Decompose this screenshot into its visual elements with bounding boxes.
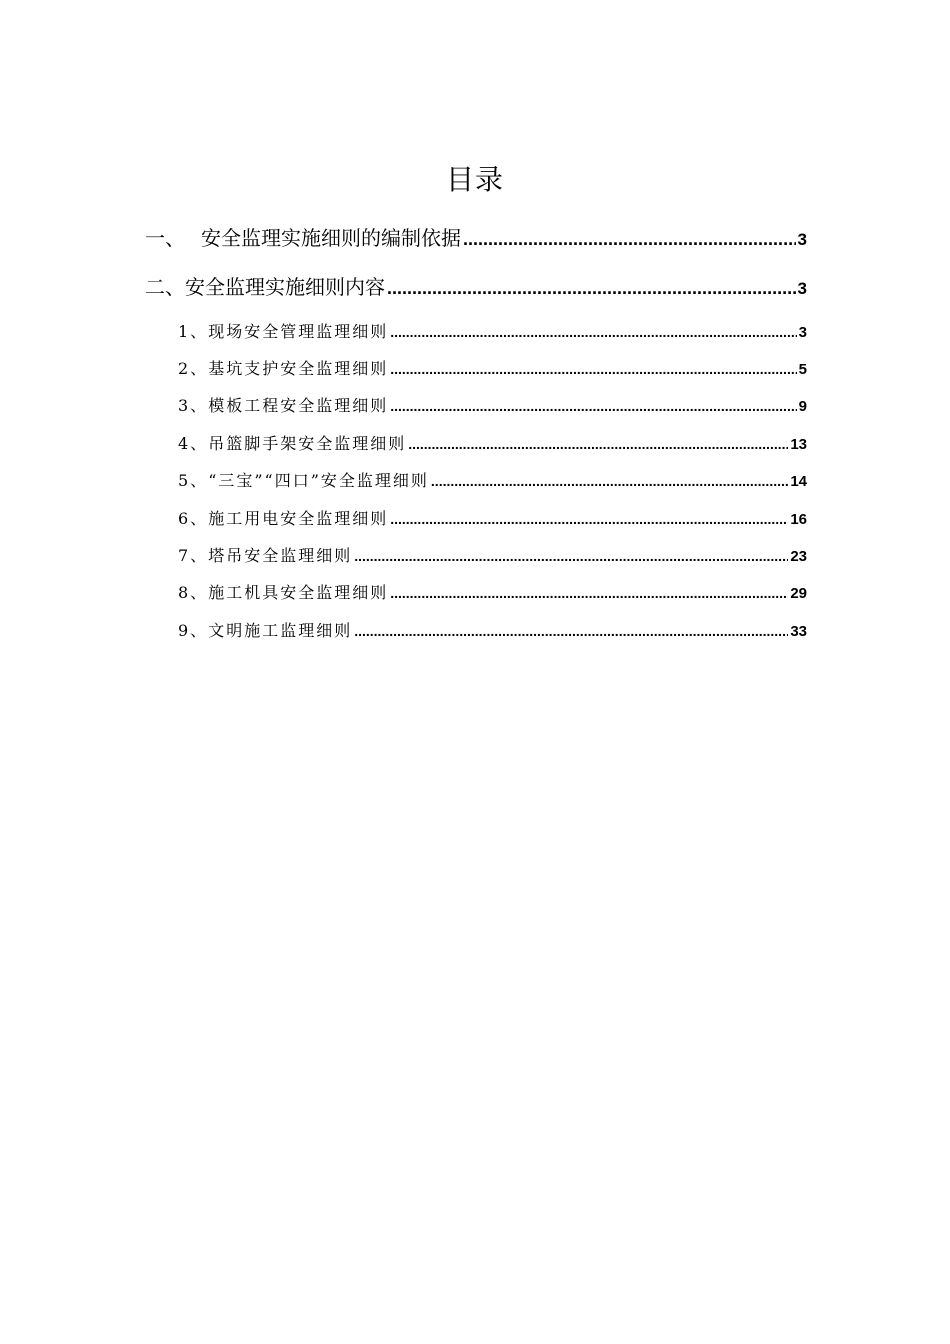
toc-page-number: 13 — [790, 436, 807, 453]
toc-entry-number: 2、 — [178, 359, 209, 378]
toc-dot-leader — [387, 274, 796, 302]
toc-entry-label: 基坑支护安全监理细则 — [208, 359, 389, 378]
toc-entry-subsection-8[interactable] — [178, 582, 807, 605]
toc-entry-section-1[interactable] — [145, 224, 807, 254]
toc-dot-leader — [390, 508, 788, 530]
toc-entry-subsection-9[interactable] — [178, 620, 807, 643]
toc-dot-leader — [390, 395, 796, 417]
toc-entry-subsection-1[interactable] — [178, 321, 807, 344]
toc-entry-number: 8、 — [178, 583, 209, 602]
toc-entry-subsection-7[interactable] — [178, 545, 807, 568]
toc-entry-label: 塔吊安全监理细则 — [208, 546, 353, 565]
toc-entry-label: 模板工程安全监理细则 — [208, 396, 389, 415]
toc-entry-subsection-3[interactable] — [178, 395, 807, 418]
toc-dot-leader — [431, 470, 788, 492]
toc-entry-number: 9、 — [178, 621, 209, 640]
toc-page-number: 3 — [797, 230, 807, 249]
toc-entry-number: 二、 — [145, 275, 185, 299]
toc-entry-section-2[interactable] — [145, 273, 807, 303]
toc-entry-subsection-4[interactable] — [178, 433, 807, 456]
toc-entry-label: 安全监理实施细则内容 — [185, 275, 385, 299]
toc-entry-number: 5、 — [178, 471, 209, 490]
toc-dot-leader — [408, 433, 788, 455]
toc-entry-number: 6、 — [178, 509, 209, 528]
toc-entry-number: 一、 — [145, 226, 185, 250]
toc-entry-number: 7、 — [178, 546, 209, 565]
toc-dot-leader — [390, 321, 796, 343]
toc-dot-leader — [390, 582, 788, 604]
toc-entry-number: 3、 — [178, 396, 209, 415]
toc-entry-label: “三宝”“四口”安全监理细则 — [208, 471, 429, 490]
toc-dot-leader — [463, 225, 796, 253]
toc-entry-label: 现场安全管理监理细则 — [208, 322, 389, 341]
toc-page-number: 14 — [790, 473, 807, 490]
toc-page-number: 3 — [798, 324, 807, 341]
toc-page-number: 3 — [797, 279, 807, 298]
toc-page-number: 23 — [790, 548, 807, 565]
toc-entry-label: 吊篮脚手架安全监理细则 — [208, 434, 407, 453]
toc-title: 目录 — [445, 163, 504, 196]
toc-dot-leader — [354, 545, 788, 567]
toc-dot-leader — [354, 620, 788, 642]
toc-entry-label: 施工用电安全监理细则 — [208, 509, 389, 528]
toc-page-number: 29 — [790, 585, 807, 602]
toc-dot-leader — [390, 358, 796, 380]
toc-entry-label: 安全监理实施细则的编制依据 — [201, 226, 461, 250]
toc-page-number: 9 — [798, 398, 807, 415]
toc-entry-label: 文明施工监理细则 — [208, 621, 353, 640]
toc-entry-label: 施工机具安全监理细则 — [208, 583, 389, 602]
toc-entry-subsection-5[interactable] — [178, 470, 807, 493]
toc-entry-number: 1、 — [178, 322, 209, 341]
toc-entry-subsection-2[interactable] — [178, 358, 807, 381]
toc-page-number: 16 — [790, 511, 807, 528]
toc-page-number: 5 — [798, 361, 807, 378]
toc-entry-subsection-6[interactable] — [178, 508, 807, 531]
toc-entry-number: 4、 — [178, 434, 209, 453]
toc-page-number: 33 — [790, 623, 807, 640]
